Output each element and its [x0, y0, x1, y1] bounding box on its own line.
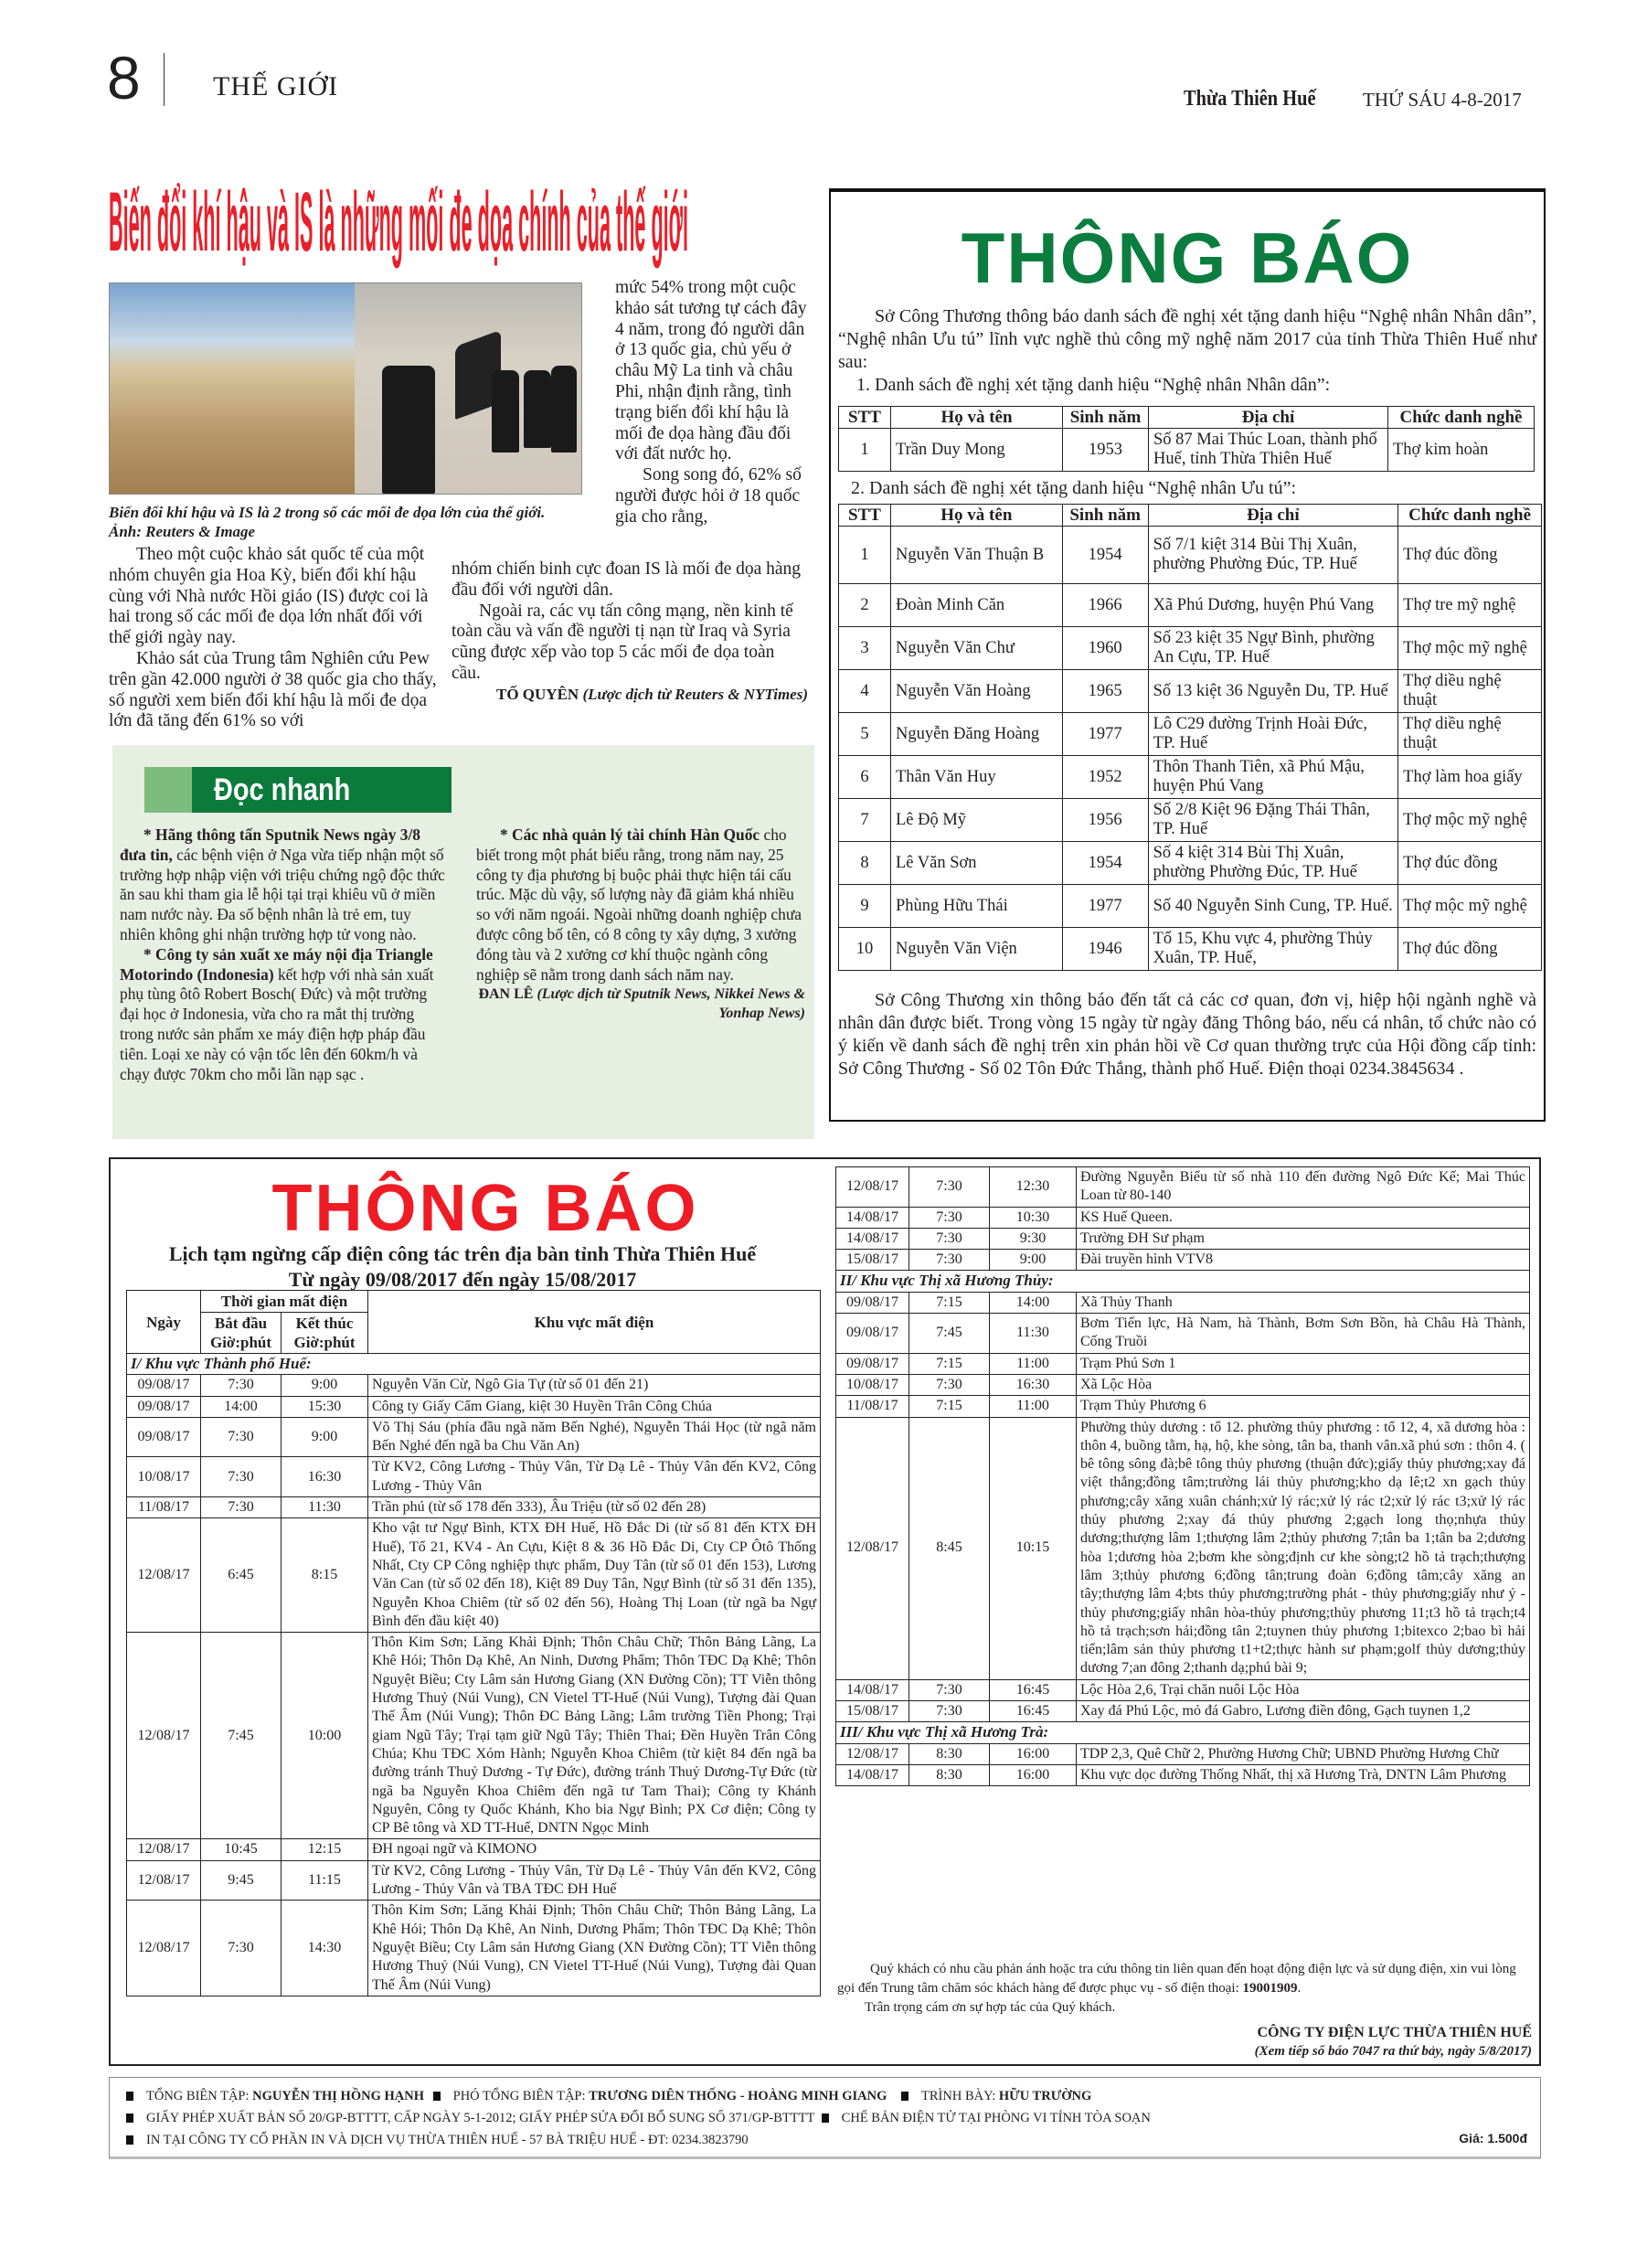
source: (Lược dịch từ Reuters & NYTimes)	[582, 685, 808, 703]
footer-line-license	[126, 2107, 1540, 2129]
start-time: 7:30	[201, 1901, 282, 1996]
name: Phùng Hữu Thái	[890, 885, 1062, 928]
stt: 1	[839, 527, 891, 584]
outage-area: Trần phú (từ số 178 đến 333), Âu Triệu (từ số 02 đến 28)	[368, 1497, 821, 1518]
outage-area: Trạm Phú Sơn 1	[1077, 1353, 1530, 1374]
end-time: 16:30	[990, 1374, 1077, 1395]
start-time: 7:45	[201, 1633, 282, 1839]
end-time: 9:00	[990, 1250, 1077, 1271]
stt: 10	[839, 928, 891, 971]
typeset-text: CHẾ BẢN ĐIỆN TỬ TẠI PHÒNG VI TÍNH TÒA SOẠN	[841, 2111, 1151, 2125]
name: Trần Duy Mong	[891, 429, 1063, 472]
end-time: 9:30	[990, 1228, 1077, 1249]
end-time: 16:45	[990, 1701, 1077, 1722]
printer-text: IN TẠI CÔNG TY CỔ PHẦN IN VÀ DỊCH VỤ THỪA THIÊN HUẾ - 57 BÀ TRIỆU HUẾ - ĐT: 0234.3823790	[146, 2133, 749, 2147]
outage-area: Bơm Tiến lực, Hà Nam, hà Thành, Bơm Sơn Bồn, hà Châu Hà Thành, Cống Truồi	[1077, 1314, 1530, 1354]
end-time: 16:45	[990, 1679, 1077, 1700]
quick-read-column-2	[476, 825, 805, 1023]
end-time: 9:00	[282, 1417, 368, 1457]
artisan-notice	[829, 188, 1546, 1122]
table-row	[836, 1701, 1530, 1722]
outage-date: 14/08/17	[836, 1764, 909, 1785]
paragraph: mức 54% trong một cuộc khảo sát tương tự cách đây 4 năm, trong đó người dân ở 13 quốc gia, chủ yếu ở châu Mỹ La tinh và châu Phi, nhận định rằng, tình trạng biến đổi khí hậu là mối đe dọa hàng đầu đối với đất nước họ.	[615, 278, 807, 464]
craft-title: Thợ tre mỹ nghệ	[1398, 584, 1542, 627]
outage-table-right	[835, 1166, 1530, 1786]
start-time: 7:30	[909, 1207, 990, 1228]
outage-area: Đài truyền hình VTV8	[1077, 1250, 1530, 1271]
article-photo	[109, 282, 582, 495]
column-header-area: Khu vực mất điện	[368, 1291, 821, 1354]
table-row	[127, 1860, 821, 1901]
birth-year: 1946	[1062, 928, 1148, 971]
source: (Lược dịch từ Sputnik News, Nikkei News & Yonhap News)	[537, 986, 805, 1022]
address: Tổ 15, Khu vực 4, phường Thủy Xuân, TP. Huế,	[1148, 928, 1398, 971]
start-time: 7:30	[909, 1250, 990, 1271]
address: Số 87 Mai Thúc Loan, thành phố Huế, tỉnh Thừa Thiên Huế	[1149, 429, 1388, 472]
continued-note: (Xem tiếp số báo 7047 ra thứ bảy, ngày 5/8/2017)	[1254, 2044, 1532, 2059]
outage-date: 12/08/17	[836, 1743, 909, 1764]
table-row	[127, 1417, 821, 1457]
craft-title: Thợ đúc đồng	[1398, 928, 1542, 971]
table-row	[127, 1839, 821, 1860]
end-time: 8:15	[282, 1518, 368, 1633]
paragraph: Theo một cuộc khảo sát quốc tế của một nhóm chuyên gia Hoa Kỳ, biến đổi khí hậu cùng với Nhà nước Hồi giáo (IS) được coi là hai trong số các mối đe dọa lớn nhất đối với thế giới ngày nay.	[109, 545, 429, 648]
item-text: kết hợp với nhà sản xuất phụ tùng ôtô Robert Bosch( Đức) và một trường đại học ở Indonesia, vừa cho ra mắt thị trường trong nước sản phẩm xe máy điện hợp pháp đầu tiên. Loại xe này có vận tốc lên đến 60km/h và chạy được 70km cho mỗi lần nạp sạc .	[120, 964, 434, 1083]
notice-title: THÔNG BÁO	[961, 218, 1414, 298]
table-row	[836, 1374, 1530, 1395]
craft-title: Thợ đúc đồng	[1398, 842, 1542, 885]
end-time: 11:30	[282, 1497, 368, 1518]
region-heading: III/ Khu vực Thị xã Hương Trà:	[836, 1722, 1530, 1743]
birth-year: 1966	[1062, 584, 1148, 627]
start-time: 7:30	[201, 1417, 282, 1457]
header-divider	[164, 53, 165, 106]
end-time: 9:00	[282, 1375, 368, 1396]
label: TỔNG BIÊN TẬP:	[146, 2089, 253, 2103]
issue-date: THỨ SÁU 4-8-2017	[1363, 89, 1522, 111]
outage-date: 09/08/17	[127, 1417, 201, 1457]
list-2-title: 2. Danh sách đề nghị xét tặng danh hiệu “Nghệ nhân Ưu tú”:	[851, 478, 1297, 498]
column-header-end: Kết thúc Giờ:phút	[282, 1313, 368, 1354]
stt: 6	[839, 756, 891, 799]
table-row	[839, 799, 1542, 842]
table-row	[836, 1396, 1530, 1417]
page-number: 8	[107, 44, 141, 112]
outage-area: Võ Thị Sáu (phía đầu ngã năm Bến Nghé), Nguyễn Thái Học (từ ngã năm Bến Nghé đến ngã ba Chu Văn An)	[368, 1417, 821, 1457]
column-header: Chức danh nghề	[1388, 407, 1535, 429]
outage-area: TDP 2,3, Quê Chữ 2, Phường Hương Chữ; UBND Phường Hương Chữ	[1077, 1743, 1530, 1764]
address: Lô C29 đường Trịnh Hoài Đức, TP. Huế	[1148, 713, 1398, 756]
outage-date: 14/08/17	[836, 1228, 909, 1249]
label: TRÌNH BÀY:	[921, 2089, 999, 2103]
name: Nguyễn Văn Viện	[890, 928, 1062, 971]
birth-year: 1960	[1062, 627, 1148, 670]
stt: 3	[839, 627, 891, 670]
outage-date: 12/08/17	[127, 1633, 201, 1839]
column-header: Sinh năm	[1062, 505, 1148, 527]
paragraph: Ngoài ra, các vụ tấn công mạng, nền kinh tế toàn cầu và vấn đề người tị nạn từ Iraq và Syria cũng được xếp vào top 5 các mối đe dọa toàn cầu.	[452, 601, 793, 683]
craft-title: Thợ mộc mỹ nghệ	[1398, 885, 1542, 928]
name: Nguyễn Văn Chư	[890, 627, 1062, 670]
outage-date: 14/08/17	[836, 1679, 909, 1700]
outage-date: 11/08/17	[127, 1497, 201, 1518]
section-row	[836, 1722, 1530, 1743]
table-row	[127, 1901, 821, 1996]
section-row	[127, 1354, 821, 1375]
address: Số 2/8 Kiệt 96 Đặng Thái Thân, TP. Huế	[1148, 799, 1398, 842]
stt: 2	[839, 584, 891, 627]
outage-area: Kho vật tư Ngự Bình, KTX ĐH Huế, Hồ Đắc Di (từ số 81 đến KTX ĐH Huế), Tổ 21, KV4 - An Cựu, Kiệt 8 & 36 Hồ Đắc Di, Cty CP Ôtô Thống Nhất, Cty CP Công nghiệp thực phẩm, Duy Tân (từ số 01 đến 153), Lương Văn Can (từ số 02 đến 18), Kiệt 89 Duy Tân, Ngự Bình (từ số 31 đến 135), Nguyễn Khoa Chiêm (từ số 02 đến 56), Hoàng Thị Loan (từ ngã ba Ngự Bình đến đầu kiệt 40)	[368, 1518, 821, 1633]
outage-date: 11/08/17	[836, 1396, 909, 1417]
table-row	[839, 756, 1542, 799]
start-time: 9:45	[201, 1860, 282, 1901]
craft-title: Thợ mộc mỹ nghệ	[1398, 799, 1542, 842]
column-header: Địa chỉ	[1149, 407, 1388, 429]
outage-area: Từ KV2, Công Lương - Thủy Vân, Từ Dạ Lê - Thủy Vân đến KV2, Công Lương - Thủy Vân và TBA TĐC ĐH Huế	[368, 1860, 821, 1901]
stt: 9	[839, 885, 891, 928]
table-row	[836, 1314, 1530, 1354]
region-heading: II/ Khu vực Thị xã Hương Thủy:	[836, 1271, 1530, 1292]
outage-date: 12/08/17	[127, 1860, 201, 1901]
name: Nguyễn Văn Thuận B	[890, 527, 1062, 584]
table-header-row	[127, 1291, 821, 1313]
paragraph: Khảo sát của Trung tâm Nghiên cứu Pew trên gần 42.000 người ở 38 quốc gia cho thấy, số người xem biến đổi khí hậu là mối đe dọa lớn đã tăng đến 61% so với	[109, 648, 437, 731]
news-item	[120, 945, 445, 1085]
table-row	[839, 627, 1542, 670]
birth-year: 1952	[1062, 756, 1148, 799]
column-header-date: Ngày	[127, 1291, 201, 1354]
license-text: GIẤY PHÉP XUẤT BẢN SỐ 20/GP-BTTTT, CẤP NGÀY 5-1-2012; GIẤY PHÉP SỬA ĐỔI BỔ SUNG SỐ 371/GP-BTTTT	[146, 2111, 815, 2125]
column-header: Địa chỉ	[1148, 505, 1398, 527]
name: Lê Độ Mỹ	[890, 799, 1062, 842]
outage-date: 09/08/17	[836, 1314, 909, 1354]
outage-area: Đường Nguyễn Biểu từ số nhà 110 đến đường Ngô Đức Kế; Mai Thúc Loan từ 80-140	[1077, 1167, 1530, 1208]
outage-area: Phường thủy dương : tổ 12. phường thủy phương : tổ 12, 4, xã dương hòa : thôn 4, buồng tằm, hạ, hộ, khe sòng, tân ba, thanh vân.xã phú sơn : thôn 4. ( bê tông sông đà;bê tông thủy phương (thuận đức);giấy thủy phương;xay đá việt thắng;đồng tâm;trường lái thủy phương;kho dạ lê;t2 xn gạch thủy phương;cây xăng xuân chánh;xử lý rác;xử lý rác t2;xử lý rác t3;xử lý rác thủy phương 2;xay đá thủy phương 2;gạch long thọ;nhựa thủy dương;thượng lâm 1;thượng lâm 2;thủy phương 7;tân ba 1;tân ba 2;dương hòa 1;dương hòa 2;bơm khe sòng;định cư khe sòng;t2 hồ tả trạch;thượng lâm 3;thủy phương 6;đồng tân;trung đoàn 6;đồng tâm;cây xăng an tây;thượng lâm 4;bts thủy phương;trường phát - thủy phương;giấy như ý - thủy phương;giấy nhân hòa-thủy phương;thủy phương 11;t3 hồ tả trạch;t4 hồ tả trạch;sơn hải;đồng tân 2;tuynen thủy phương 1;bitexco 2;bao bì hải tiến;lâm sản thủy phương t1+t2;thực hành sư phạm;golf thủy dương;thủy dương 7;an đông 2;thanh dạ;phú bài 9;	[1077, 1417, 1530, 1679]
outage-area: Trường ĐH Sư phạm	[1077, 1228, 1530, 1249]
stt: 8	[839, 842, 891, 885]
outage-area: ĐH ngoại ngữ và KIMONO	[368, 1839, 821, 1860]
end-time: 11:30	[990, 1314, 1077, 1354]
end-time: 14:00	[990, 1292, 1077, 1313]
table-row	[127, 1457, 821, 1497]
column-header-time: Thời gian mất điện	[201, 1291, 368, 1313]
start-time: 7:15	[909, 1292, 990, 1313]
table-row	[836, 1167, 1530, 1208]
name: Lê Văn Sơn	[890, 842, 1062, 885]
address: Số 40 Nguyễn Sinh Cung, TP. Huế.	[1148, 885, 1398, 928]
outage-date: 10/08/17	[127, 1457, 201, 1497]
column-header: Chức danh nghề	[1398, 505, 1542, 527]
end-time: 15:30	[282, 1396, 368, 1417]
birth-year: 1954	[1062, 527, 1148, 584]
start-time: 6:45	[201, 1518, 282, 1633]
outage-area: Khu vực dọc đường Thống Nhất, thị xã Hương Trà, DNTN Lâm Phương	[1077, 1764, 1530, 1785]
notice-title: THÔNG BÁO	[271, 1172, 699, 1245]
stt: 7	[839, 799, 891, 842]
outage-date: 09/08/17	[836, 1353, 909, 1374]
list-1-title: 1. Danh sách đề nghị xét tặng danh hiệu “Nghệ nhân Nhân dân”:	[856, 375, 1331, 395]
news-item	[120, 825, 445, 945]
outage-area: Trạm Thủy Phương 6	[1077, 1396, 1530, 1417]
address: Số 23 kiệt 35 Ngự Bình, phường An Cựu, TP. Huế	[1148, 627, 1398, 670]
item-lead: * Hãng thông tấn Sputnik News ngày 3/8 đưa tin,	[120, 825, 420, 864]
end-time: 14:30	[282, 1901, 368, 1996]
address: Số 4 kiệt 314 Bùi Thị Xuân, phường Phường Đúc, TP. Huế	[1148, 842, 1398, 885]
outage-area: KS Huế Queen.	[1077, 1207, 1530, 1228]
column-header: STT	[839, 407, 891, 429]
item-text: các bệnh viện ở Nga vừa tiếp nhận một số trường hợp nhập viện với triệu chứng ngộ độc thức ăn sau khi tham gia lễ hội tại trại khiêu vũ ở miền nam nước này. Đa số bệnh nhân là trẻ em, tuy nhiên không ghi nhận trường hợp tử vong nào.	[120, 845, 445, 943]
outage-date: 12/08/17	[127, 1518, 201, 1633]
start-time: 7:30	[909, 1701, 990, 1722]
table-row	[127, 1633, 821, 1839]
item-lead: * Các nhà quản lý tài chính Hàn Quốc	[500, 825, 760, 844]
craft-title: Thợ kim hoàn	[1388, 429, 1535, 472]
label: PHÓ TỔNG BIÊN TẬP:	[452, 2089, 590, 2103]
name: Nguyễn Đăng Hoàng	[890, 713, 1062, 756]
start-time: 7:30	[201, 1497, 282, 1518]
drought-photo	[110, 283, 355, 494]
address: Số 7/1 kiệt 314 Bùi Thị Xuân, phường Phường Đúc, TP. Huế	[1148, 527, 1398, 584]
table-row	[839, 928, 1542, 971]
outage-area: Xã Lộc Hòa	[1077, 1374, 1530, 1395]
hotline-number: 19001909	[1242, 1981, 1298, 1996]
end-time: 16:00	[990, 1764, 1077, 1785]
column-header: Sinh năm	[1063, 407, 1149, 429]
name: Nguyễn Văn Hoàng	[890, 670, 1062, 713]
notice-closing: Sở Công Thương xin thông báo đến tất cả các cơ quan, đơn vị, hiệp hội ngành nghề và nhân dân được biết. Trong vòng 15 ngày từ ngày đăng Thông báo, nếu cá nhân, tổ chức nào có ý kiến về danh sách đề nghị trên xin phản hồi về Cơ quan thường trực của Hội đồng cấp tỉnh: Sở Công Thương - Số 02 Tôn Đức Thắng, thành phố Huế. Điện thoại 0234.3845634 .	[838, 990, 1536, 1079]
table-row	[127, 1518, 821, 1633]
masthead-footer	[109, 2077, 1541, 2159]
table-row	[839, 885, 1542, 928]
birth-year: 1965	[1062, 670, 1148, 713]
quick-read-header	[144, 767, 452, 813]
table-row	[836, 1250, 1530, 1271]
column-header-start: Bắt đầu Giờ:phút	[201, 1313, 282, 1354]
outage-area: Xay đá Phú Lộc, mỏ đá Gabro, Lương điền đông, Gạch tuynen 1,2	[1077, 1701, 1530, 1722]
start-time: 7:30	[201, 1375, 282, 1396]
table-header-row	[839, 407, 1535, 429]
outage-date: 15/08/17	[836, 1701, 909, 1722]
region-heading: I/ Khu vực Thành phố Huế:	[127, 1354, 821, 1375]
artisan-table-1	[838, 406, 1535, 472]
start-time: 7:30	[909, 1374, 990, 1395]
start-time: 7:15	[909, 1353, 990, 1374]
end-time: 11:15	[282, 1860, 368, 1901]
end-time: 10:30	[990, 1207, 1077, 1228]
end-time: 12:15	[282, 1839, 368, 1860]
start-time: 7:30	[909, 1167, 990, 1208]
craft-title: Thợ đúc đồng	[1398, 527, 1542, 584]
editor-name: NGUYỄN THỊ HỒNG HẠNH	[252, 2089, 424, 2103]
outage-date: 12/08/17	[127, 1901, 201, 1996]
table-row	[839, 429, 1535, 472]
outage-date: 14/08/17	[836, 1207, 909, 1228]
quick-read-box	[112, 745, 814, 1139]
craft-title: Thợ mộc mỹ nghệ	[1398, 627, 1542, 670]
author: TỐ QUYÊN	[496, 685, 579, 703]
article-headline: Biến đổi khí hậu và IS là những mối đe dọa chính của thế giới	[109, 174, 689, 269]
table-row	[836, 1764, 1530, 1785]
column-header: Họ và tên	[891, 407, 1063, 429]
outage-date: 09/08/17	[836, 1292, 909, 1313]
table-row	[836, 1353, 1530, 1374]
stt: 5	[839, 713, 891, 756]
start-time: 10:45	[201, 1839, 282, 1860]
end-time: 12:30	[990, 1167, 1077, 1208]
thanks-text: Trân trọng cám ơn sự hợp tác của Quý khách.	[865, 2000, 1116, 2015]
photo-caption	[109, 503, 621, 541]
power-outage-notice	[109, 1157, 1541, 2066]
end-time: 16:30	[282, 1457, 368, 1497]
birth-year: 1953	[1063, 429, 1149, 472]
company-name: CÔNG TY ĐIỆN LỰC THỪA THIÊN HUẾ	[1257, 2025, 1532, 2040]
contact-text: Quý khách có nhu cầu phản ánh hoặc tra cứu thông tin liên quan đến hoạt động điện lực và sử dụng điện, xin vui lòng gọi đến Trung tâm chăm sóc khách hàng để được phục vụ - số điện thoại:	[837, 1962, 1516, 1996]
article-column-2	[615, 278, 813, 528]
table-row	[836, 1417, 1530, 1679]
notice-intro: Sở Công Thương thông báo danh sách đề nghị xét tặng danh hiệu “Nghệ nhân Nhân dân”, “Nghệ nhân Ưu tú” lĩnh vực nghề thủ công mỹ nghệ năm 2017 của tỉnh Thừa Thiên Huế như sau:	[838, 306, 1536, 372]
table-row	[836, 1292, 1530, 1313]
outage-date: 09/08/17	[127, 1375, 201, 1396]
layout-name: HỮU TRƯỜNG	[998, 2089, 1092, 2103]
contact-info: Quý khách có nhu cầu phản ánh hoặc tra cứu thông tin liên quan đến hoạt động điện lực và sử dụng điện, xin vui lòng gọi đến Trung tâm chăm sóc khách hàng để được phục vụ - số điện thoại: 19001909. Trân trọng cám ơn sự hợp tác của Quý khách. CÔNG TY ĐIỆN LỰC THỪA THIÊN HUẾ (Xem tiếp số báo 7047 ra thứ bảy, ngày 5/8/2017)	[837, 1960, 1532, 2061]
outage-date: 12/08/17	[836, 1167, 909, 1208]
outage-area: Nguyễn Văn Cừ, Ngô Gia Tự (từ số 01 đến 21)	[368, 1375, 821, 1396]
end-time: 10:15	[990, 1417, 1077, 1679]
quick-read-column-1	[120, 825, 445, 1084]
outage-date: 12/08/17	[836, 1417, 909, 1679]
start-time: 14:00	[201, 1396, 282, 1417]
table-row	[836, 1743, 1530, 1764]
birth-year: 1977	[1062, 713, 1148, 756]
paragraph: nhóm chiến binh cực đoan IS là mối đe dọa hàng đầu đối với người dân.	[452, 559, 802, 600]
end-time: 16:00	[990, 1743, 1077, 1764]
craft-title: Thợ diều nghệ thuật	[1398, 670, 1542, 713]
footer-line-editors	[126, 2085, 1540, 2107]
start-time: 7:45	[909, 1314, 990, 1354]
birth-year: 1956	[1062, 799, 1148, 842]
table-row	[836, 1207, 1530, 1228]
table-row	[836, 1228, 1530, 1249]
table-header-row	[839, 505, 1542, 527]
section-row	[836, 1271, 1530, 1292]
birth-year: 1954	[1062, 842, 1148, 885]
quick-read-title: Đọc nhanh	[214, 772, 351, 807]
name: Đoàn Minh Căn	[890, 584, 1062, 627]
outage-date: 15/08/17	[836, 1250, 909, 1271]
section-title: THẾ GIỚI	[213, 71, 339, 101]
table-row	[839, 670, 1542, 713]
start-time: 8:45	[909, 1417, 990, 1679]
address: Thôn Thanh Tiên, xã Phú Mậu, huyện Phú Vang	[1148, 756, 1398, 799]
outage-area: Lộc Hòa 2,6, Trại chăn nuôi Lộc Hòa	[1077, 1679, 1530, 1700]
news-item	[476, 825, 805, 985]
table-row	[836, 1679, 1530, 1700]
footer-line-printer	[126, 2129, 1540, 2151]
stt: 4	[839, 670, 891, 713]
deputy-names: TRƯƠNG DIÊN THỐNG - HOÀNG MINH GIANG	[589, 2089, 887, 2103]
column-header: Họ và tên	[890, 505, 1062, 527]
outage-table-left	[126, 1290, 821, 1996]
address: Xã Phú Dương, huyện Phú Vang	[1148, 584, 1398, 627]
artisan-table-2	[838, 504, 1542, 971]
name: Thân Văn Huy	[890, 756, 1062, 799]
craft-title: Thợ làm hoa giấy	[1398, 756, 1542, 799]
outage-date: 12/08/17	[127, 1839, 201, 1860]
table-row	[127, 1497, 821, 1518]
article-column-1	[109, 545, 438, 732]
table-row	[839, 584, 1542, 627]
craft-title: Thợ diều nghệ thuật	[1398, 713, 1542, 756]
start-time: 7:15	[909, 1396, 990, 1417]
notice-subtitle: Lịch tạm ngừng cấp điện công tác trên địa bàn tỉnh Thừa Thiên Huế	[168, 1242, 757, 1265]
outage-area: Từ KV2, Công Lương - Thủy Vân, Từ Dạ Lê - Thủy Vân đến KV2, Công Lương - Thủy Vân	[368, 1457, 821, 1497]
article-byline	[452, 685, 808, 705]
paragraph: Song song đó, 62% số người được hỏi ở 18 quốc gia cho rằng,	[615, 465, 802, 527]
start-time: 7:30	[909, 1228, 990, 1249]
start-time: 7:30	[201, 1457, 282, 1497]
start-time: 7:30	[909, 1679, 990, 1700]
table-row	[127, 1375, 821, 1396]
start-time: 8:30	[909, 1764, 990, 1785]
price: Giá: 1.500đ	[1459, 2131, 1527, 2146]
notice-date-range: Từ ngày 09/08/2017 đến ngày 15/08/2017	[288, 1268, 637, 1291]
outage-area: Thôn Kim Sơn; Lăng Khải Định; Thôn Châu Chữ; Thôn Bảng Lãng, La Khê Hói; Thôn Dạ Khê, An Ninh, Dương Phẩm; Thôn TĐC Dạ Khê; Thôn Nguyệt Biều; Cty Lâm sản Hương Giang (XN Đường Cồn); TT Viễn thông Hương Thuỷ (Núi Vung), CN Vietel TT-Huế (Núi Vung), Tượng đài Quan Thế Âm (Núi Vung)	[368, 1901, 821, 1996]
author: ĐAN LÊ	[478, 986, 534, 1003]
table-row	[839, 713, 1542, 756]
article-column-3	[452, 559, 808, 705]
table-row	[839, 842, 1542, 885]
outage-area: Công ty Giấy Cẩm Giang, kiệt 30 Huyền Trân Công Chúa	[368, 1396, 821, 1417]
table-row	[839, 527, 1542, 584]
outage-date: 09/08/17	[127, 1396, 201, 1417]
outage-date: 10/08/17	[836, 1374, 909, 1395]
item-lead: * Công ty sản xuất xe máy nội địa Triangle Motorindo (Indonesia)	[120, 944, 433, 984]
outage-area: Thôn Kim Sơn; Lăng Khải Định; Thôn Châu Chữ; Thôn Bảng Lãng, La Khê Hói; Thôn Dạ Khê, An Ninh, Dương Phẩm; Thôn TĐC Dạ Khê; Thôn Nguyệt Biều; Cty Lâm sản Hương Giang (XN Đường Cồn); TT Viễn thông Hương Thuỷ (Núi Vung), CN Vietel TT-Huế (Núi Vung), Tượng đài Quan Thế Âm (Núi Vung); Thôn ĐC Bảng Lãng; Lâm trường Tiền Phong; Trại giam Ngũ Tây; Trại tạm giữ Ngũ Tây; Thiên Thai; Đền Huyền Trân Công Chúa; Khu TĐC Xóm Hành; Nguyễn Khoa Chiêm (từ kiệt 84 đến ngã ba đường tránh Thuỷ Dương - Tự Đức), đường tránh Thuỷ Dương-Tự Đức (từ ngã ba Nguyễn Khoa Chiêm đến ngã tư Tam Thai); Công ty Khánh Nguyên, Công ty Quốc Khánh, Kho bia Ngự Bình; PX Cơ điện; Công ty CP Bê tông và XD TT-Huế, DNTN Ngọc Minh	[368, 1633, 821, 1839]
end-time: 11:00	[990, 1353, 1077, 1374]
item-text: cho biết trong một phát biểu rằng, trong năm nay, 25 công ty địa phương bị buộc phải thực hiện tái cấu trúc. Mặc dù vậy, số lượng này đã giảm khá nhiều so với năm ngoái. Ngoài những doanh nghiệp chưa được công bố tên, có 8 công ty xây dựng, 3 xưởng đóng tàu và 2 xưởng cơ khí thuộc ngành công nghiệp sẽ nằm trong danh sách năm nay.	[476, 825, 802, 984]
table-row	[127, 1396, 821, 1417]
stt: 1	[839, 429, 891, 472]
end-time: 11:00	[990, 1396, 1077, 1417]
birth-year: 1977	[1062, 885, 1148, 928]
caption-text: Biến đổi khí hậu và IS là 2 trong số các mối đe dọa lớn của thế giới.	[109, 504, 546, 521]
quick-read-byline	[476, 985, 805, 1023]
militants-photo	[355, 283, 581, 494]
column-header: STT	[839, 505, 891, 527]
start-time: 8:30	[909, 1743, 990, 1764]
end-time: 10:00	[282, 1633, 368, 1839]
outage-area: Xã Thủy Thanh	[1077, 1292, 1530, 1313]
newspaper-name: Thừa Thiên Huế	[1184, 87, 1316, 111]
address: Số 13 kiệt 36 Nguyễn Du, TP. Huế	[1148, 670, 1398, 713]
photo-credit: Ảnh: Reuters & Image	[109, 523, 256, 540]
